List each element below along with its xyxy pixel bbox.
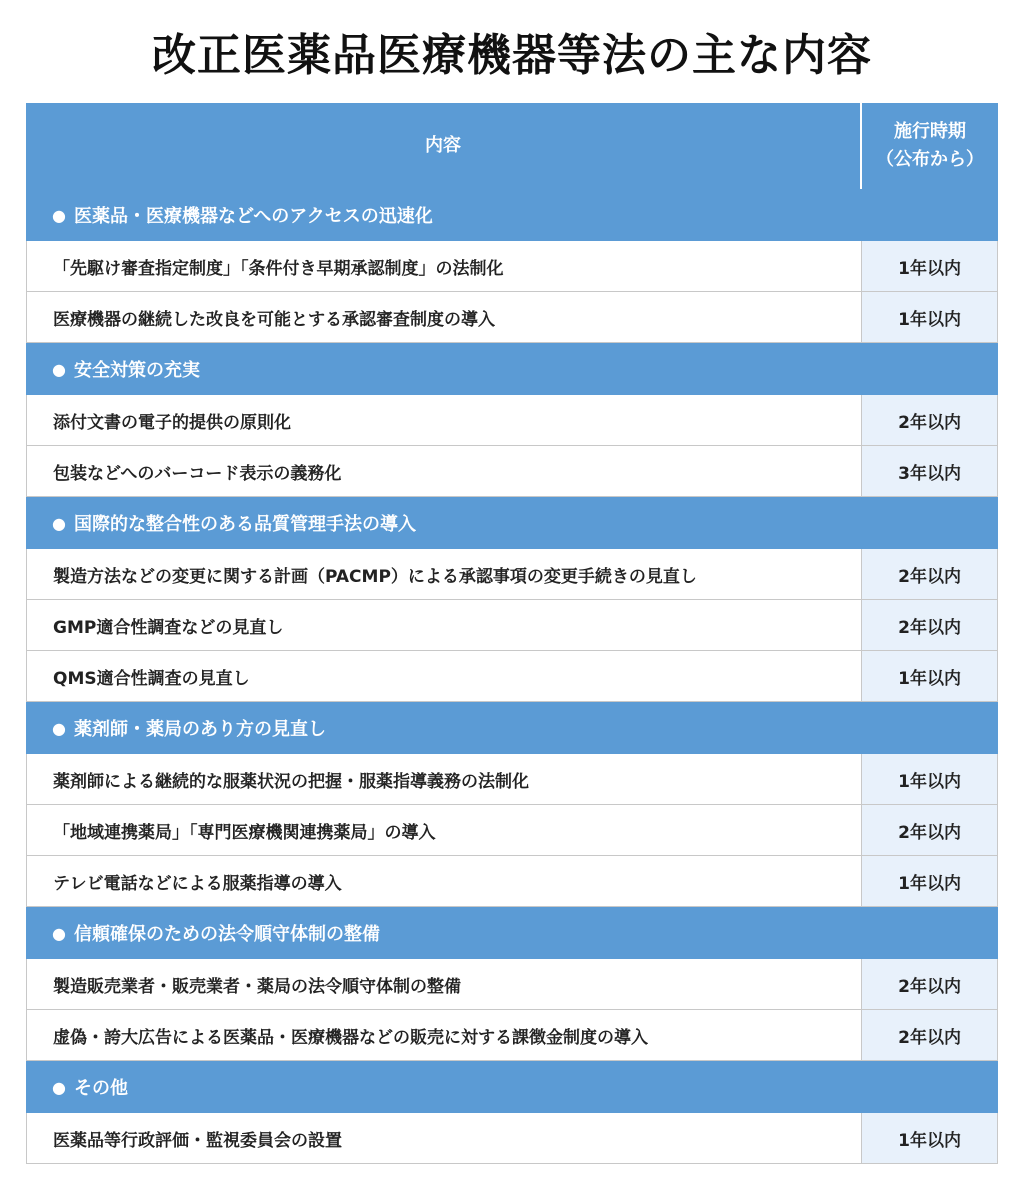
- section-heading: 信頼確保のための法令順守体制の整備: [73, 924, 380, 945]
- table-header: [26, 103, 998, 189]
- table-row: [26, 241, 998, 292]
- table-row: [26, 754, 998, 805]
- table-row: [26, 805, 998, 856]
- table-row: [26, 651, 998, 702]
- section-heading: 国際的な整合性のある品質管理手法の導入: [73, 514, 416, 535]
- header-period-line2: （公布から）: [876, 149, 984, 170]
- page-title: 改正医薬品医療機器等法の主な内容: [152, 30, 872, 81]
- section-heading-row: [26, 907, 998, 959]
- item-content: 医薬品等行政評価・監視委員会の設置: [27, 1113, 862, 1163]
- section-heading: 薬剤師・薬局のあり方の見直し: [73, 719, 326, 740]
- item-period: 1年以内: [862, 651, 997, 701]
- item-content: 製造販売業者・販売業者・薬局の法令順守体制の整備: [27, 959, 862, 1009]
- item-period: 2年以内: [862, 805, 997, 855]
- table-row: [26, 600, 998, 651]
- header-content-label: 内容: [26, 103, 862, 189]
- section-heading: 安全対策の充実: [73, 360, 200, 381]
- table-row: [26, 959, 998, 1010]
- item-content: 添付文書の電子的提供の原則化: [27, 395, 862, 445]
- table-row: [26, 395, 998, 446]
- bullet-icon: ●: [52, 205, 66, 225]
- item-content: 「地域連携薬局」「専門医療機関連携薬局」の導入: [27, 805, 862, 855]
- item-period: 1年以内: [862, 856, 997, 906]
- item-content: 包装などへのバーコード表示の義務化: [27, 446, 862, 496]
- item-period: 2年以内: [862, 600, 997, 650]
- section-heading-row: [26, 343, 998, 395]
- section-heading: 医薬品・医療機器などへのアクセスの迅速化: [73, 206, 433, 227]
- bullet-icon: ●: [52, 923, 66, 943]
- item-content: テレビ電話などによる服薬指導の導入: [27, 856, 862, 906]
- item-period: 2年以内: [862, 549, 997, 599]
- item-content: 虚偽・誇大広告による医薬品・医療機器などの販売に対する課徴金制度の導入: [27, 1010, 862, 1060]
- section-heading-row: [26, 1061, 998, 1113]
- table-row: [26, 1010, 998, 1061]
- table-row: [26, 549, 998, 600]
- item-period: 3年以内: [862, 446, 997, 496]
- item-period: 1年以内: [862, 754, 997, 804]
- item-content: 医療機器の継続した改良を可能とする承認審査制度の導入: [27, 292, 862, 342]
- item-content: GMP適合性調査などの見直し: [27, 600, 862, 650]
- item-period: 1年以内: [862, 292, 997, 342]
- item-content: 製造方法などの変更に関する計画（PACMP）による承認事項の変更手続きの見直し: [27, 549, 862, 599]
- table-row: [26, 292, 998, 343]
- item-period: 1年以内: [862, 1113, 997, 1163]
- item-content: 「先駆け審査指定制度」「条件付き早期承認制度」の法制化: [27, 241, 862, 291]
- table-body: [26, 189, 998, 1164]
- header-period-line1: 施行時期: [894, 121, 966, 142]
- table-row: [26, 1113, 998, 1164]
- item-content: QMS適合性調査の見直し: [27, 651, 862, 701]
- item-period: 2年以内: [862, 395, 997, 445]
- bullet-icon: ●: [52, 718, 66, 738]
- section-heading-row: [26, 702, 998, 754]
- table-row: [26, 446, 998, 497]
- header-period-label: [862, 103, 998, 189]
- section-heading-row: [26, 497, 998, 549]
- item-content: 薬剤師による継続的な服薬状況の把握・服薬指導義務の法制化: [27, 754, 862, 804]
- item-period: 2年以内: [862, 959, 997, 1009]
- section-heading: その他: [73, 1078, 128, 1099]
- content-table: [26, 103, 998, 1164]
- bullet-icon: ●: [52, 359, 66, 379]
- item-period: 2年以内: [862, 1010, 997, 1060]
- section-heading-row: [26, 189, 998, 241]
- item-period: 1年以内: [862, 241, 997, 291]
- table-row: [26, 856, 998, 907]
- bullet-icon: ●: [52, 1077, 66, 1097]
- bullet-icon: ●: [52, 513, 66, 533]
